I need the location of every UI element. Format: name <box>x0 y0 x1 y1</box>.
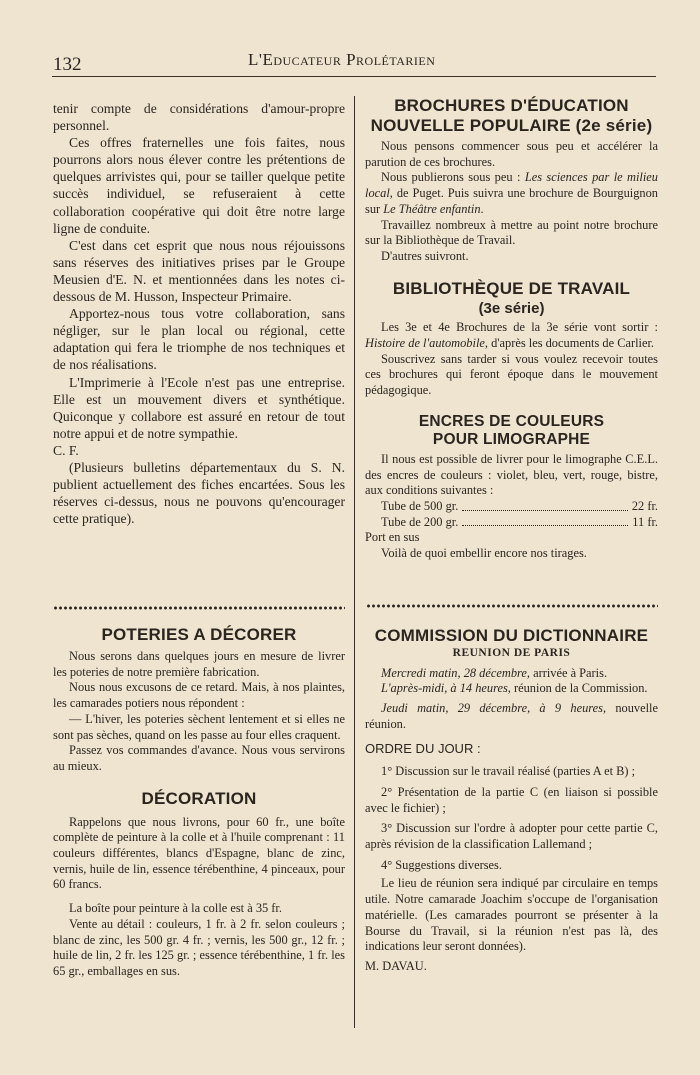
paragraph: Nous pensons commencer sous peu et accélérer la parution de ces brochures. <box>365 139 658 169</box>
paragraph: — L'hiver, les poteries sèchent lentement et si elles ne sont pas sèches, quand on les passe au four elles craquent. <box>53 711 345 742</box>
paragraph: Travaillez nombreux à mettre au point notre brochure sur la Bibliothèque de Travail. <box>365 217 658 248</box>
paragraph: Nous nous excusons de ce retard. Mais, à nos plaintes, les camarades potiers nous répondent : <box>53 680 345 711</box>
left-column-article <box>53 100 345 527</box>
paragraph: Il nous est possible de livrer pour le limographe C.E.L. des encres de couleurs : violet, bleu, vert, rouge, bistre, aux conditions suivantes : <box>365 451 658 498</box>
paragraph: D'autres suivront. <box>381 248 469 263</box>
paragraph: L'après-midi, à 14 heures, réunion de la Commission. <box>381 681 648 696</box>
section-title: DÉCORATION <box>141 788 257 808</box>
paragraph: La boîte pour peinture à la colle est à 35 fr. <box>69 901 282 916</box>
paragraph: (Plusieurs bulletins départementaux du S. N. publient actuellement des fiches encartées. Sous les réserves ci-dessus, nous ne pouvons qu'encourager cette pratique). <box>53 459 345 527</box>
right-column-commission <box>365 626 658 975</box>
price-row: Tube de 200 gr. 11 fr. <box>381 514 658 529</box>
agenda-item: 4° Suggestions diverses. <box>381 857 502 872</box>
agenda-item: 3° Discussion sur l'ordre à adopter pour cette partie C, après révision de la classification Lallemand ; <box>365 821 658 852</box>
agenda-item: 1° Discussion sur le travail réalisé (parties A et B) ; <box>381 764 636 779</box>
price-row: Tube de 500 gr. 22 fr. <box>381 498 658 513</box>
section-title: BROCHURES D'ÉDUCATION <box>394 96 629 115</box>
paragraph: Nous serons dans quelques jours en mesure de livrer les poteries de notre première fabrication. <box>53 649 345 679</box>
paragraph: Voilà de quoi embellir encore nos tirages. <box>381 546 587 561</box>
agenda-item: 2° Présentation de la partie C (en liaison si possible avec le fichier) ; <box>365 784 658 815</box>
paragraph: C'est dans cet esprit que nous nous réjouissons sans réserves des initiatives prises par le Groupe Meusien d'E. N. et mentionnées dans les notes ci-dessous de M. Husson, Inspecteur Primaire. <box>53 237 345 305</box>
section-subtitle: REUNION DE PARIS <box>452 647 571 659</box>
section-title: POTERIES A DÉCORER <box>101 625 297 644</box>
paragraph: Passez vos commandes d'avance. Nous vous servirons au mieux. <box>53 743 345 773</box>
section-title: COMMISSION DU DICTIONNAIRE <box>374 626 649 645</box>
paragraph: Rappelons que nous livrons, pour 60 fr., une boîte complète de peinture à la colle et à l'huile comprenant : 11 couleurs différentes, blancs d'Espagne, blanc de zinc, vernis, huile de lin, essence térébenthine, 4 pinceaux, pour 60 francs. <box>53 814 345 892</box>
dotted-separator <box>53 606 345 610</box>
agenda-heading: ORDRE DU JOUR : <box>365 740 481 756</box>
dotted-separator <box>366 604 658 608</box>
paragraph: L'Imprimerie à l'Ecole n'est pas une entreprise. Elle est un mouvement divers et synthétique. Quiconque y collabore est assuré en retour de tout notre appui et de notre sympathie. <box>53 374 345 441</box>
paragraph: Ces offres fraternelles une fois faites, nous pourrons alors nous élever contre les prétentions de quelques arrivistes qui, pour se tailler quelque petite succès individuel, se refuseraient à cette collaboration coopérative qui doit être notre large ligne de conduite. <box>53 135 345 236</box>
note: Port en sus <box>365 530 420 545</box>
page-number: 132 <box>53 54 82 75</box>
running-header: L'Educateur Prolétarien <box>248 50 436 69</box>
section-title: ENCRES DE COULEURS <box>418 412 605 430</box>
right-column-notices <box>365 96 658 562</box>
paragraph: Jeudi matin, 29 décembre, à 9 heures, nouvelle réunion. <box>365 701 658 731</box>
paragraph: Souscrivez sans tarder si vous voulez recevoir toutes ces brochures qui feront époque dans le mouvement pédagogique. <box>365 351 658 398</box>
section-title: BIBLIOTHÈQUE DE TRAVAIL <box>392 278 631 298</box>
paragraph: Vente au détail : couleurs, 1 fr. à 2 fr. selon couleurs ; blanc de zinc, les 500 gr. 4 fr. ; vernis, les 500 gr., 12 fr. ; huile de lin, 2 fr. les 125 gr. ; essence térébenthine, 1 fr. les 65 gr., emballages en sus. <box>53 916 345 978</box>
section-subtitle: (3e série) <box>478 299 545 317</box>
paragraph: Mercredi matin, 28 décembre, arrivée à Paris. <box>381 665 608 680</box>
column-divider <box>354 96 355 1028</box>
header-rule <box>52 76 656 77</box>
signature: C. F. <box>53 442 79 458</box>
paragraph: Le lieu de réunion sera indiqué par circulaire en temps utile. Notre camarade Joachim s'occupe de l'organisation matérielle. (Les camarades pourront se présenter à la Bourse du Travail, si la réunion n'est pas là, des indications leur seront données). <box>365 876 658 954</box>
left-column-notices <box>53 625 345 980</box>
paragraph: Les 3e et 4e Brochures de la 3e série vont sortir : Histoire de l'automobile, d'après les documents de Carlier. <box>365 320 658 351</box>
section-title: POUR LIMOGRAPHE <box>432 430 591 448</box>
section-title: NOUVELLE POPULAIRE (2e série) <box>370 116 653 135</box>
paragraph: Nous publierons sous peu : Les sciences par le milieu local, de Puget. Puis suivra une brochure de Bourguignon sur Le Théâtre enfantin. <box>365 170 659 216</box>
signature: M. DAVAU. <box>365 958 427 973</box>
paragraph: tenir compte de considérations d'amour-propre personnel. <box>53 101 345 134</box>
paragraph: Apportez-nous tous votre collaboration, sans négliger, sur le plan local ou régional, cette adaptation qui fera le triomphe de nos techniques et de nos réalisations. <box>53 306 345 373</box>
